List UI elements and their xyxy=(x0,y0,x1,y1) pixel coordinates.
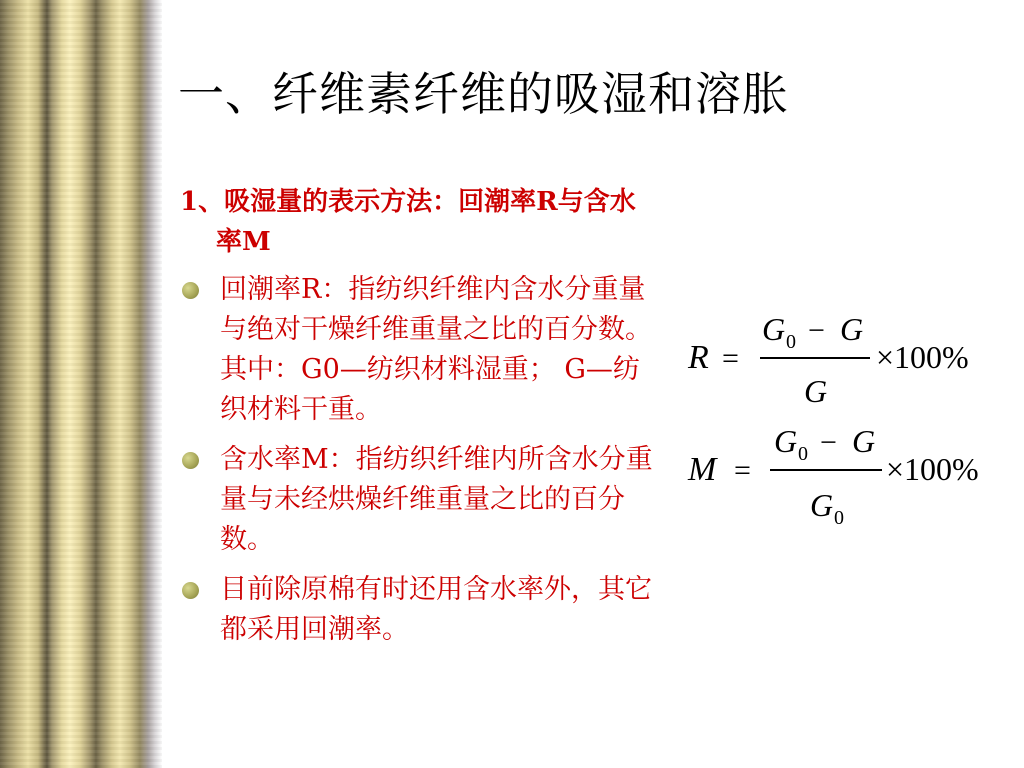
bullet-dot-icon xyxy=(182,282,199,299)
formula-r-times: ×100% xyxy=(876,339,969,375)
slide-content xyxy=(180,182,660,660)
formula-m-lhs: M xyxy=(688,451,717,488)
slide-title: 一、纤维素纤维的吸湿和溶胀 xyxy=(178,67,789,121)
formula-r-lhs: R xyxy=(688,339,709,376)
bullet-text-regain: 回潮率R：指纺织纤维内含水分重量与绝对干燥纤维重量之比的百分数。其中：G0—纺织材料湿重； G—纺织材料干重。 xyxy=(220,274,652,425)
formula-r-num-sub: 0 xyxy=(786,331,796,353)
formula-r-num-minus: − xyxy=(808,314,825,347)
formula-m-num-sub: 0 xyxy=(798,443,808,465)
formula-m-num-g: G xyxy=(852,423,876,459)
formula-moisture xyxy=(687,423,979,529)
formula-r-den-g: G xyxy=(804,373,828,409)
bullet-item-regain xyxy=(180,270,660,430)
formula-r-num-g0: G xyxy=(762,311,786,347)
formula-block xyxy=(670,300,1020,540)
formula-r-equals: = xyxy=(722,342,739,375)
intro-paragraph: 1、吸湿量的表示方法：回潮率R与含水率M xyxy=(180,187,636,257)
decorative-column xyxy=(0,0,162,768)
formula-m-equals: = xyxy=(734,454,751,487)
formula-m-num-minus: − xyxy=(820,426,837,459)
bullet-dot-icon xyxy=(182,582,199,599)
formula-m-den-g: G xyxy=(810,487,834,523)
bullet-item-usage-note xyxy=(180,570,660,650)
formula-m-den-sub: 0 xyxy=(834,507,844,529)
formula-regain xyxy=(687,311,969,409)
bullet-item-moisture-content xyxy=(180,440,660,560)
bullet-text-moisture-content: 含水率M：指纺织纤维内所含水分重量与未经烘燥纤维重量之比的百分数。 xyxy=(220,444,653,555)
formula-m-times: ×100% xyxy=(886,451,979,487)
bullet-text-usage-note: 目前除原棉有时还用含水率外，其它都采用回潮率。 xyxy=(220,574,652,645)
bullet-dot-icon xyxy=(182,452,199,469)
formula-m-num-g0: G xyxy=(774,423,798,459)
formula-r-num-g: G xyxy=(840,311,864,347)
